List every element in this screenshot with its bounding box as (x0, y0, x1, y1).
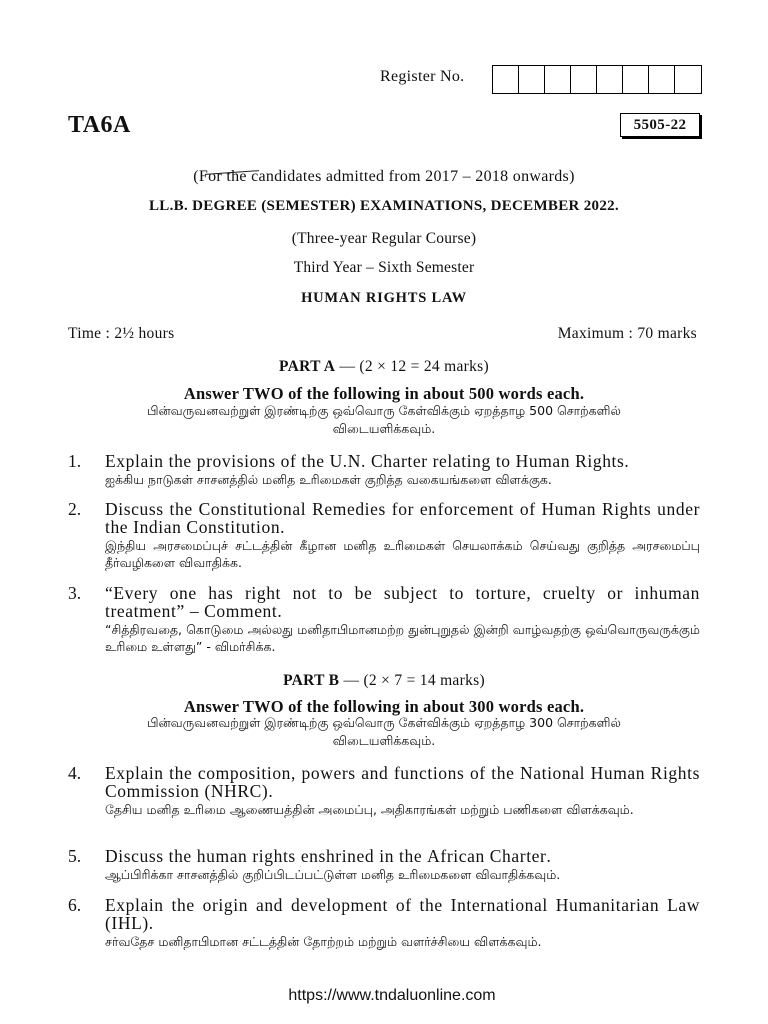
part-b-heading (0, 672, 768, 690)
question-number: 5. (68, 846, 82, 866)
question-text-tamil: ஆப்பிரிக்கா சாசனத்தில் குறிப்பிடப்பட்டுள்ள மனித உரிமைகளை விவாதிக்கவும். (105, 867, 561, 882)
question-number: 2. (68, 499, 82, 519)
question-number: 4. (68, 763, 82, 783)
part-label: PART A (279, 358, 336, 375)
part-label: PART B (283, 672, 340, 689)
question-body (105, 764, 700, 818)
question-body (105, 452, 700, 488)
part-a-instruction-tamil: பின்வருவனவற்றுள் இரண்டிற்கு ஒவ்வொரு கேள்விக்கும் ஏறத்தாழ 500 சொற்களில் விடையளிக்கவும். (147, 403, 621, 436)
register-number-cell (623, 66, 649, 93)
question-body (105, 896, 700, 950)
question-number: 6. (68, 895, 82, 915)
register-number-cell (571, 66, 597, 93)
candidates-note: (For the candidates admitted from 2017 – 2018 onwards) (193, 168, 575, 185)
question-text: Discuss the human rights enshrined in the African Charter. (105, 846, 552, 866)
part-a-instruction: Answer TWO of the following in about 500 words each. (183, 384, 585, 403)
register-number-cell (493, 66, 519, 93)
paper-number-box: 5505-22 (620, 113, 700, 137)
register-number-cell (675, 66, 701, 93)
course-line: (Three-year Regular Course) (291, 230, 477, 247)
question-body (105, 500, 700, 571)
register-number-cell (597, 66, 623, 93)
question-body (105, 584, 700, 655)
question-text-tamil: சர்வதேச மனிதாபிமான சட்டத்தின் தோற்றம் மற்றும் வளர்ச்சியை விளக்கவும். (105, 934, 542, 949)
question-number: 1. (68, 451, 82, 471)
register-number-cell (519, 66, 545, 93)
question-text: Explain the provisions of the U.N. Charter relating to Human Rights. (105, 451, 630, 471)
source-url: https://www.tndaluonline.com (288, 987, 496, 1004)
part-b-instruction: Answer TWO of the following in about 300 words each. (183, 697, 585, 716)
register-number-cell (545, 66, 571, 93)
maximum-marks: Maximum : 70 marks (557, 325, 697, 342)
register-number-boxes (492, 65, 702, 94)
question-text-tamil: ஐக்கிய நாடுகள் சாசனத்தில் மனித உரிமைகள் குறித்த வகையங்களை விளக்குக. (105, 472, 552, 487)
question-number: 3. (68, 583, 82, 603)
question-text-tamil: தேசிய மனித உரிமை ஆணையத்தின் அமைப்பு, அதிகாரங்கள் மற்றும் பணிகளை விளக்கவும். (105, 802, 634, 817)
time-allowed: Time : 2½ hours (68, 325, 175, 342)
register-number-label: Register No. (380, 68, 465, 85)
part-marks: — (2 × 7 = 14 marks) (339, 672, 485, 689)
part-a-heading (0, 358, 768, 376)
year-semester-line: Third Year – Sixth Semester (293, 259, 475, 276)
subject-title: HUMAN RIGHTS LAW (301, 290, 467, 306)
part-marks: — (2 × 12 = 24 marks) (335, 358, 489, 375)
part-b-instruction-tamil: பின்வருவனவற்றுள் இரண்டிற்கு ஒவ்வொரு கேள்விக்கும் ஏறத்தாழ 300 சொற்களில் விடையளிக்கவும். (147, 715, 621, 748)
register-number-cell (649, 66, 675, 93)
question-text: “Every one has right not to be subject to torture, cruelty or inhuman treatment” – Comment. (105, 583, 700, 621)
exam-title: LL.B. DEGREE (SEMESTER) EXAMINATIONS, DECEMBER 2022. (149, 198, 619, 214)
paper-code: TA6A (68, 112, 131, 138)
question-text: Discuss the Constitutional Remedies for enforcement of Human Rights under the Indian Constitution. (105, 499, 700, 537)
question-body (105, 847, 700, 883)
question-text-tamil: இந்திய அரசமைப்புச் சட்டத்தின் கீழான மனித உரிமைகள் செயலாக்கம் செய்வது குறித்த அரசமைப்பு தீர்வழிகளை விவாதிக்க. (105, 538, 700, 570)
question-text-tamil: “சித்திரவதை, கொடுமை அல்லது மனிதாபிமானமற்ற துன்புறுதல் இன்றி வாழ்வதற்கு ஒவ்வொருவருக்கும் உரிமை உள்ளது” - விமர்சிக்க. (105, 622, 700, 654)
question-text: Explain the origin and development of the International Humanitarian Law (IHL). (105, 895, 700, 933)
question-text: Explain the composition, powers and functions of the National Human Rights Commission (NHRC). (105, 763, 700, 801)
